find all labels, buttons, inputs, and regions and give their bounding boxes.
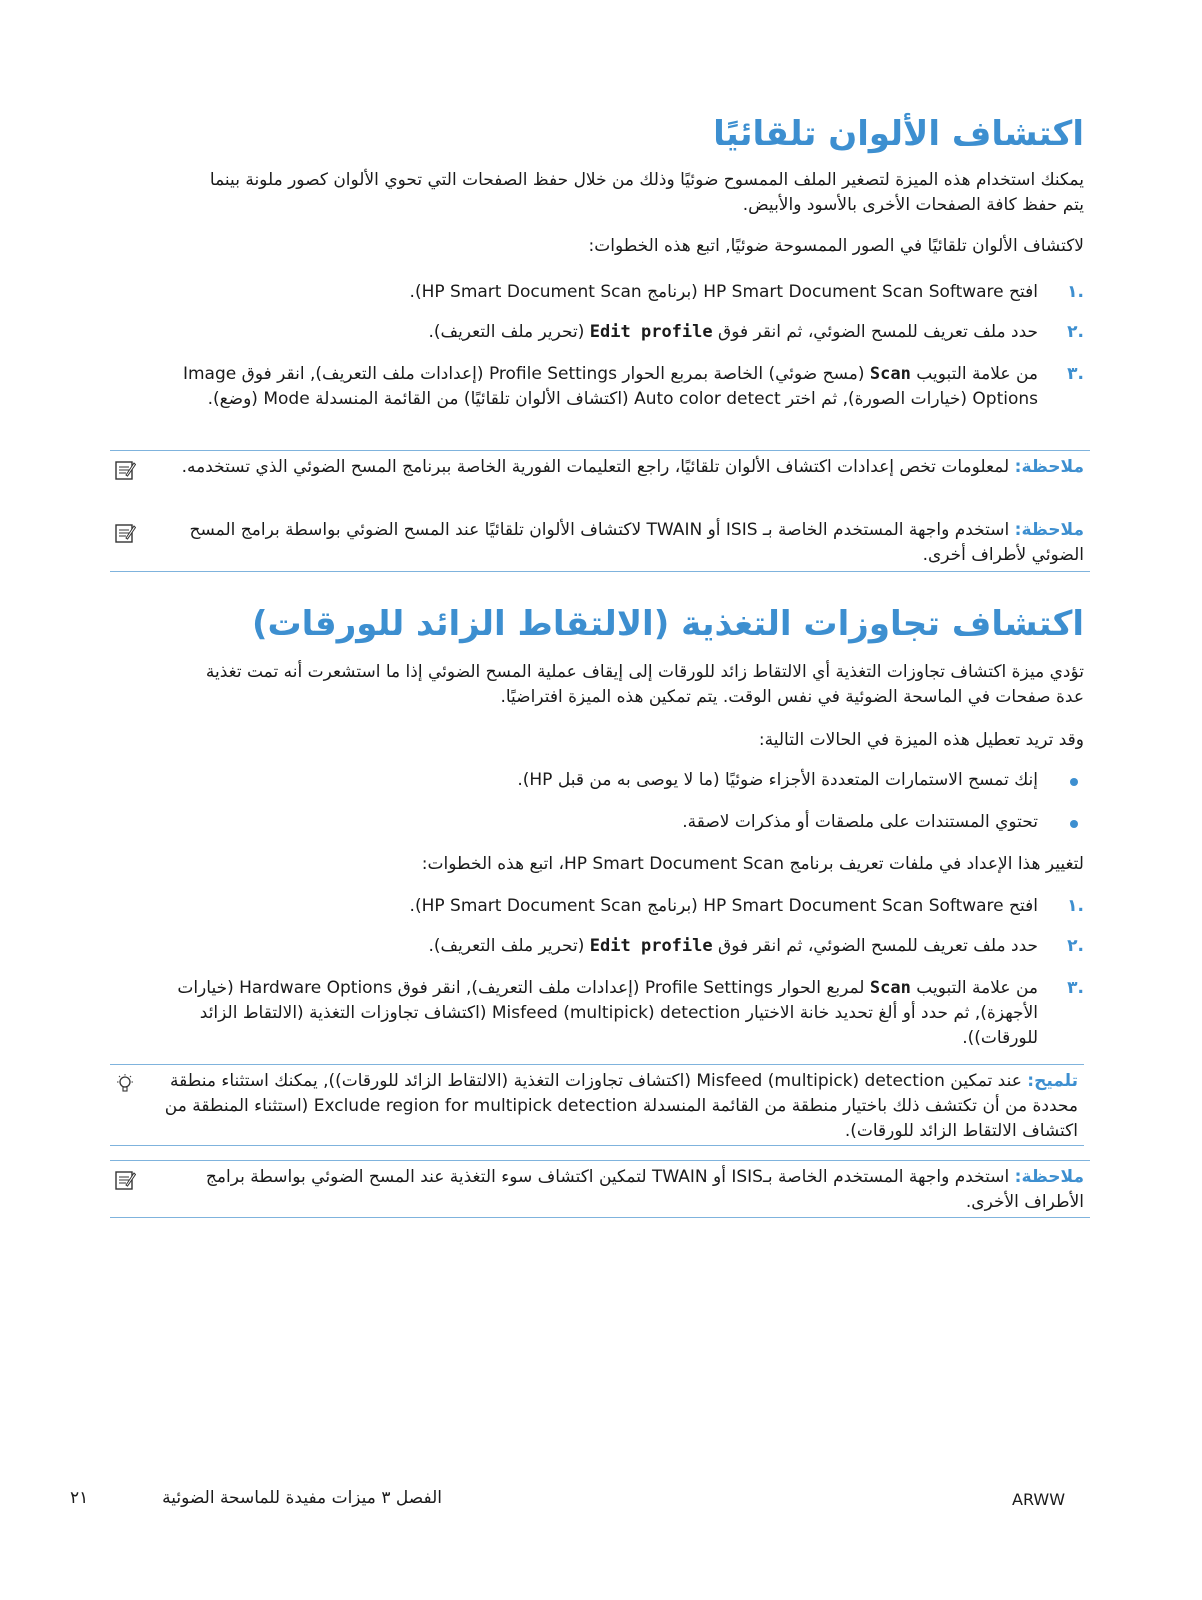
step-number: .٢: [1067, 322, 1084, 342]
step-number: .١: [1067, 896, 1084, 916]
section-heading-auto-color: اكتشاف الألوان تلقائيًا: [713, 114, 1084, 154]
bullet-dot: [1070, 820, 1078, 828]
ui-term: Edit profile: [589, 322, 713, 342]
note-label: ملاحظة:: [1014, 457, 1084, 477]
ui-term: Scan: [869, 978, 911, 998]
step-3: [174, 976, 1084, 1052]
note-box: [110, 514, 1090, 572]
section-heading-misfeed: اكتشاف تجاوزات التغذية (الالتقاط الزائد للورقات): [251, 604, 1084, 644]
note-text: استخدم واجهة المستخدم الخاصة بـISIS أو TWAIN لتمكين اكتشاف سوء التغذية عند المسح الضوئي بواسطة برامج الأطراف الأخرى.: [205, 1167, 1084, 1212]
bullet-dot: [1070, 778, 1078, 786]
note-icon: [114, 1169, 136, 1191]
note-label: ملاحظة:: [1014, 1167, 1084, 1187]
step-text: افتح HP Smart Document Scan Software (برنامج HP Smart Document Scan).: [409, 282, 1038, 302]
lightbulb-icon: [114, 1073, 136, 1095]
step-1: [174, 280, 1084, 305]
note-box: [110, 450, 1090, 512]
note-text: استخدم واجهة المستخدم الخاصة بـ ISIS أو TWAIN لاكتشاف الألوان تلقائيًا عند المسح الضوئي بواسطة برامج المسح الضوئي لأطراف أخرى.: [189, 520, 1084, 565]
lead-paragraph: لاكتشاف الألوان تلقائيًا في الصور الممسوحة ضوئيًا, اتبع هذه الخطوات:: [588, 236, 1084, 256]
step-1: [174, 894, 1084, 919]
note-icon: [114, 522, 136, 544]
step-3: [174, 362, 1084, 438]
tip-text: عند تمكين Misfeed (multipick) detection (اكتشاف تجاوزات التغذية (الالتقاط الزائد للورقات)), يمكنك استثناء منطقة محددة من أن تكتشف ذلك باختيار منطقة من القائمة المنسدلة Exclude region for multipick detection (استثناء المنطقة من اكتشاف الالتقاط الزائد للورقات).: [164, 1071, 1078, 1141]
tip-label: تلميح:: [1027, 1071, 1078, 1091]
step-text: حدد ملف تعريف للمسح الضوئي، ثم انقر فوق Edit profile (تحرير ملف التعريف).: [428, 936, 1038, 956]
step-text: من علامة التبويب Scan لمربع الحوار Profile Settings (إعدادات ملف التعريف), انقر فوق Hardware Options (خيارات الأجهزة), ثم حدد أو ألغ تحديد خانة الاختيار Misfeed (multipick) detection (اكتشاف تجاوزات التغذية (الالتقاط الزائد للورقات)).: [177, 978, 1038, 1048]
tip-box: [110, 1064, 1084, 1146]
step-2: [174, 934, 1084, 959]
footer-page-number: ٢١: [70, 1488, 89, 1508]
footer-chapter-title: الفصل ٣ ميزات مفيدة للماسحة الضوئية: [162, 1488, 442, 1508]
step-text: افتح HP Smart Document Scan Software (برنامج HP Smart Document Scan).: [409, 896, 1038, 916]
step-text: حدد ملف تعريف للمسح الضوئي، ثم انقر فوق Edit profile (تحرير ملف التعريف).: [428, 322, 1038, 342]
step-number: .٢: [1067, 936, 1084, 956]
step-text: من علامة التبويب Scan (مسح ضوئي) الخاصة بمربع الحوار Profile Settings (إعدادات ملف التعريف), انقر فوق Image Options (خيارات الصورة), ثم اختر Auto color detect (اكتشاف الألوان تلقائيًا) من القائمة المنسدلة Mode (وضع).: [182, 364, 1038, 409]
step-number: .٣: [1067, 364, 1084, 384]
lead-paragraph: وقد تريد تعطيل هذه الميزة في الحالات التالية:: [758, 730, 1084, 750]
bullet-item: تحتوي المستندات على ملصقات أو مذكرات لاصقة.: [174, 810, 1084, 835]
lead-paragraph: لتغيير هذا الإعداد في ملفات تعريف برنامج HP Smart Document Scan، اتبع هذه الخطوات:: [421, 854, 1084, 874]
note-box: [110, 1160, 1090, 1218]
intro-paragraph: يمكنك استخدام هذه الميزة لتصغير الملف الممسوح ضوئيًا وذلك من خلال حفظ الصفحات التي تحوي الألوان كصور ملونة بينما يتم حفظ كافة الصفحات الأخرى بالأسود والأبيض.: [209, 170, 1084, 215]
bullet-item: إنك تمسح الاستمارات المتعددة الأجزاء ضوئيًا (ما لا يوصى به من قبل HP).: [174, 768, 1084, 793]
step-number: .٣: [1067, 978, 1084, 998]
step-number: .١: [1067, 282, 1084, 302]
note-label: ملاحظة:: [1014, 520, 1084, 540]
ui-term: Scan: [869, 364, 911, 384]
footer-doc-code: ARWW: [1012, 1490, 1066, 1509]
intro-paragraph: تؤدي ميزة اكتشاف تجاوزات التغذية أي الالتقاط زائد للورقات إلى إيقاف عملية المسح الضوئي إذا ما استشعرت أنه تمت تغذية عدة صفحات في الماسحة الضوئية في نفس الوقت. يتم تمكين هذه الميزة افتراضيًا.: [205, 662, 1084, 707]
note-text: لمعلومات تخص إعدادات اكتشاف الألوان تلقائيًا، راجع التعليمات الفورية الخاصة ببرنامج المسح الضوئي الذي تستخدمه.: [181, 457, 1010, 477]
note-icon: [114, 459, 136, 481]
ui-term: Edit profile: [589, 936, 713, 956]
step-2: [174, 320, 1084, 345]
